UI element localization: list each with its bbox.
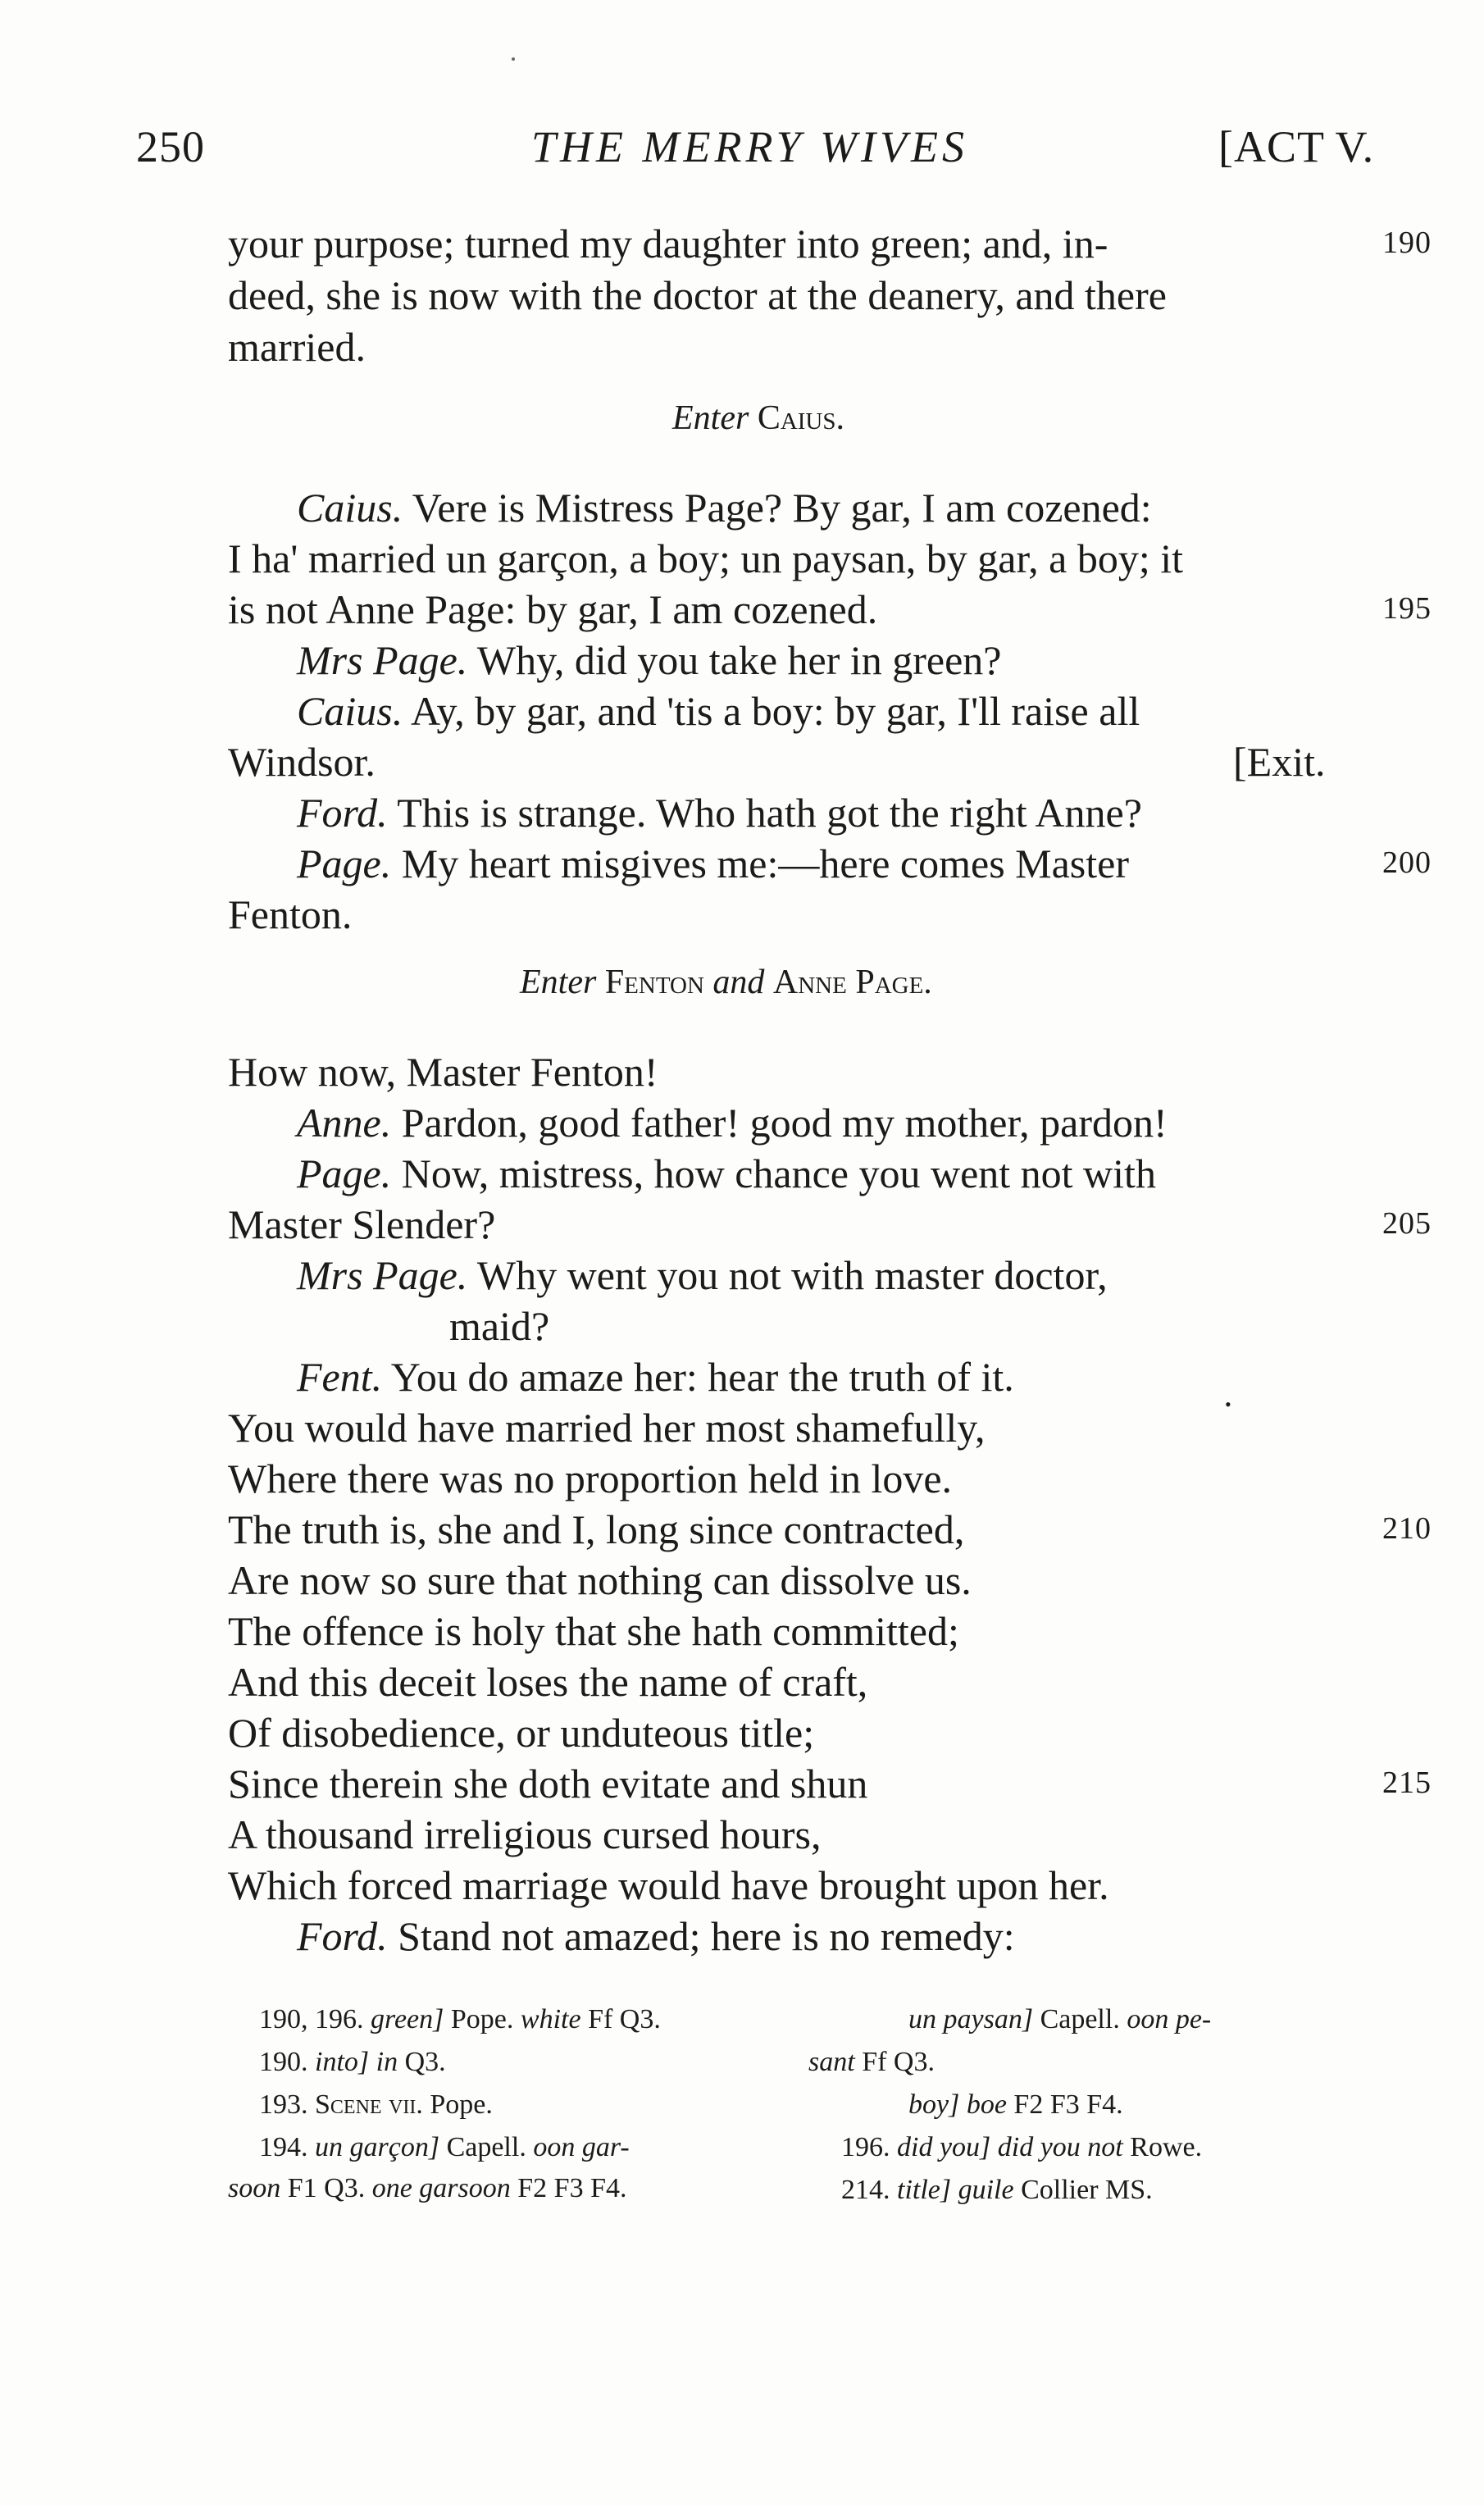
text-run: Now, mistress, how chance you went not with bbox=[391, 1150, 1156, 1196]
text-run bbox=[749, 399, 758, 437]
text-run: Are now so sure that nothing can dissolve us. bbox=[228, 1557, 972, 1603]
text-line bbox=[228, 1760, 867, 1807]
italic-text: Ford. bbox=[297, 1913, 388, 1959]
italic-text: did you] did you not bbox=[897, 2132, 1123, 2162]
text-run: Pope. bbox=[422, 2089, 493, 2120]
text-line bbox=[228, 1048, 658, 1096]
text-run: your purpose; turned my daughter into green; and, in- bbox=[228, 221, 1108, 267]
text-line bbox=[297, 1099, 1168, 1146]
ink-speck bbox=[512, 57, 515, 61]
text-run: Capell. bbox=[1033, 2004, 1127, 2034]
text-run: Caius. bbox=[757, 399, 844, 437]
text-line bbox=[297, 840, 1129, 887]
text-run: maid? bbox=[449, 1303, 550, 1349]
italic-text: Caius. bbox=[297, 688, 403, 734]
text-run: Why, did you take her in green? bbox=[467, 637, 1002, 683]
text-run: Fenton. bbox=[228, 891, 353, 937]
stage-direction bbox=[520, 963, 932, 1002]
footnote-line bbox=[841, 2132, 1202, 2163]
italic-text: un garçon] bbox=[315, 2132, 440, 2162]
text-run: Stand not amazed; here is no remedy: bbox=[387, 1913, 1015, 1959]
text-line bbox=[228, 1404, 985, 1451]
text-line bbox=[228, 323, 366, 371]
text-run bbox=[764, 964, 773, 1001]
act-indicator: [ACT V. bbox=[1218, 122, 1375, 171]
text-run: F2 F3 F4. bbox=[510, 2173, 627, 2203]
italic-text: Enter bbox=[520, 964, 597, 1001]
text-run: A thousand irreligious cursed hours, bbox=[228, 1811, 822, 1857]
italic-text: Enter bbox=[672, 399, 749, 437]
footnote-line bbox=[908, 2004, 1211, 2035]
text-line bbox=[228, 1861, 1109, 1909]
text-run: 214. bbox=[841, 2175, 897, 2205]
text-run: Of disobedience, or unduteous title; bbox=[228, 1710, 815, 1756]
marginal-mark: • bbox=[1225, 1394, 1231, 1415]
text-line bbox=[228, 585, 877, 633]
text-line bbox=[297, 1251, 1108, 1299]
text-line bbox=[297, 636, 1001, 684]
text-run bbox=[959, 2089, 967, 2120]
text-run: Master Slender? bbox=[228, 1201, 496, 1247]
text-run: Collier MS. bbox=[1013, 2175, 1153, 2205]
text-run: F2 F3 F4. bbox=[1006, 2089, 1123, 2120]
italic-text: white bbox=[520, 2004, 581, 2034]
text-run: Capell. bbox=[439, 2132, 534, 2162]
text-run: This is strange. Who hath got the right Anne? bbox=[387, 790, 1142, 836]
text-run: You do amaze her: hear the truth of it. bbox=[382, 1354, 1014, 1400]
text-run: Fenton bbox=[604, 964, 704, 1001]
italic-text: oon pe- bbox=[1127, 2004, 1212, 2034]
text-line bbox=[228, 1811, 822, 1858]
italic-text: Ford. bbox=[297, 790, 388, 836]
line-number: 205 bbox=[1382, 1206, 1432, 1241]
italic-text: one garsoon bbox=[371, 2173, 511, 2203]
text-run: Ff Q3. bbox=[580, 2004, 661, 2034]
text-run bbox=[596, 964, 605, 1001]
text-run: The truth is, she and I, long since contracted, bbox=[228, 1506, 965, 1552]
text-run: You would have married her most shamefully, bbox=[228, 1405, 986, 1451]
text-run: Ff Q3. bbox=[854, 2047, 935, 2077]
italic-text: boe bbox=[966, 2089, 1007, 2120]
text-line bbox=[297, 1150, 1156, 1197]
footnote-line bbox=[259, 2047, 446, 2078]
italic-text: un paysan] bbox=[908, 2004, 1034, 2034]
text-run: Scene vii. bbox=[315, 2089, 423, 2120]
stage-direction bbox=[672, 399, 844, 438]
line-number: 215 bbox=[1382, 1766, 1432, 1800]
text-run: Which forced marriage would have brought upon her. bbox=[228, 1862, 1109, 1908]
italic-text: title] guile bbox=[897, 2175, 1014, 2205]
page-number: 250 bbox=[136, 122, 205, 171]
text-run: And this deceit loses the name of craft, bbox=[228, 1659, 868, 1705]
text-line bbox=[297, 1353, 1014, 1401]
text-line bbox=[228, 738, 376, 786]
text-run: Anne Page. bbox=[772, 964, 932, 1001]
text-line bbox=[228, 271, 1167, 319]
text-run: Pope. bbox=[444, 2004, 521, 2034]
text-line bbox=[228, 1201, 495, 1248]
text-run: Ay, by gar, and 'tis a boy: by gar, I'll raise all bbox=[403, 688, 1140, 734]
text-run: Why went you not with master doctor, bbox=[467, 1252, 1108, 1298]
line-number: 190 bbox=[1382, 226, 1432, 260]
text-run: deed, she is now with the doctor at the deanery, and there bbox=[228, 272, 1167, 318]
italic-text: into] in bbox=[315, 2047, 398, 2077]
text-run bbox=[704, 964, 713, 1001]
footnote-line bbox=[908, 2089, 1123, 2121]
exit-direction: [Exit. bbox=[1233, 739, 1326, 785]
italic-text: sant bbox=[808, 2047, 855, 2077]
text-run: Since therein she doth evitate and shun bbox=[228, 1761, 868, 1807]
text-run: My heart misgives me:—here comes Master bbox=[391, 841, 1129, 886]
text-run: Pardon, good father! good my mother, pardon! bbox=[391, 1100, 1168, 1146]
italic-text: oon gar- bbox=[533, 2132, 630, 2162]
italic-text: green] bbox=[371, 2004, 444, 2034]
text-run: married. bbox=[228, 324, 366, 370]
text-run: Where there was no proportion held in love. bbox=[228, 1456, 953, 1501]
text-run: Rowe. bbox=[1122, 2132, 1203, 2162]
text-run: F1 Q3. bbox=[280, 2173, 372, 2203]
italic-text: boy] bbox=[908, 2089, 960, 2120]
text-line bbox=[228, 1709, 814, 1756]
running-title: THE MERRY WIVES bbox=[531, 122, 968, 171]
text-run: Windsor. bbox=[228, 739, 376, 785]
text-run: How now, Master Fenton! bbox=[228, 1049, 658, 1095]
italic-text: and bbox=[712, 964, 765, 1001]
footnote-line bbox=[259, 2004, 661, 2035]
text-run: 190, 196. bbox=[259, 2004, 371, 2034]
text-run: Q3. bbox=[398, 2047, 446, 2077]
italic-text: Caius. bbox=[297, 485, 403, 531]
italic-text: soon bbox=[228, 2173, 281, 2203]
line-number: 200 bbox=[1382, 845, 1432, 880]
text-run: 194. bbox=[259, 2132, 315, 2162]
text-line bbox=[297, 484, 1152, 531]
text-line bbox=[228, 535, 1183, 582]
text-line bbox=[228, 1455, 952, 1502]
text-run: 193. bbox=[259, 2089, 315, 2120]
text-run: I ha' married un garçon, a boy; un paysan, by gar, a boy; it bbox=[228, 535, 1183, 581]
text-line bbox=[297, 687, 1140, 735]
text-line bbox=[228, 891, 352, 938]
italic-text: Page. bbox=[297, 1150, 392, 1196]
text-line bbox=[228, 220, 1108, 267]
text-line bbox=[228, 1556, 972, 1604]
italic-text: Page. bbox=[297, 841, 392, 886]
footnote-line bbox=[259, 2089, 493, 2121]
text-line bbox=[449, 1302, 549, 1350]
text-line bbox=[297, 789, 1142, 836]
line-number: 210 bbox=[1382, 1511, 1432, 1546]
text-line bbox=[228, 1506, 964, 1553]
text-line bbox=[228, 1607, 959, 1655]
footnote-line bbox=[808, 2047, 935, 2078]
footnote-line bbox=[841, 2175, 1153, 2206]
italic-text: Mrs Page. bbox=[297, 1252, 468, 1298]
text-run: 196. bbox=[841, 2132, 897, 2162]
text-run: The offence is holy that she hath committed; bbox=[228, 1608, 959, 1654]
text-run: 190. bbox=[259, 2047, 315, 2077]
line-number: 195 bbox=[1382, 591, 1432, 626]
text-run: is not Anne Page: by gar, I am cozened. bbox=[228, 586, 878, 632]
text-run: Vere is Mistress Page? By gar, I am cozened: bbox=[403, 485, 1152, 531]
footnote-line bbox=[228, 2173, 627, 2204]
footnote-line bbox=[259, 2132, 630, 2163]
italic-text: Mrs Page. bbox=[297, 637, 468, 683]
italic-text: Fent. bbox=[297, 1354, 383, 1400]
italic-text: Anne. bbox=[297, 1100, 392, 1146]
text-line bbox=[297, 1912, 1015, 1960]
text-line bbox=[228, 1658, 867, 1706]
